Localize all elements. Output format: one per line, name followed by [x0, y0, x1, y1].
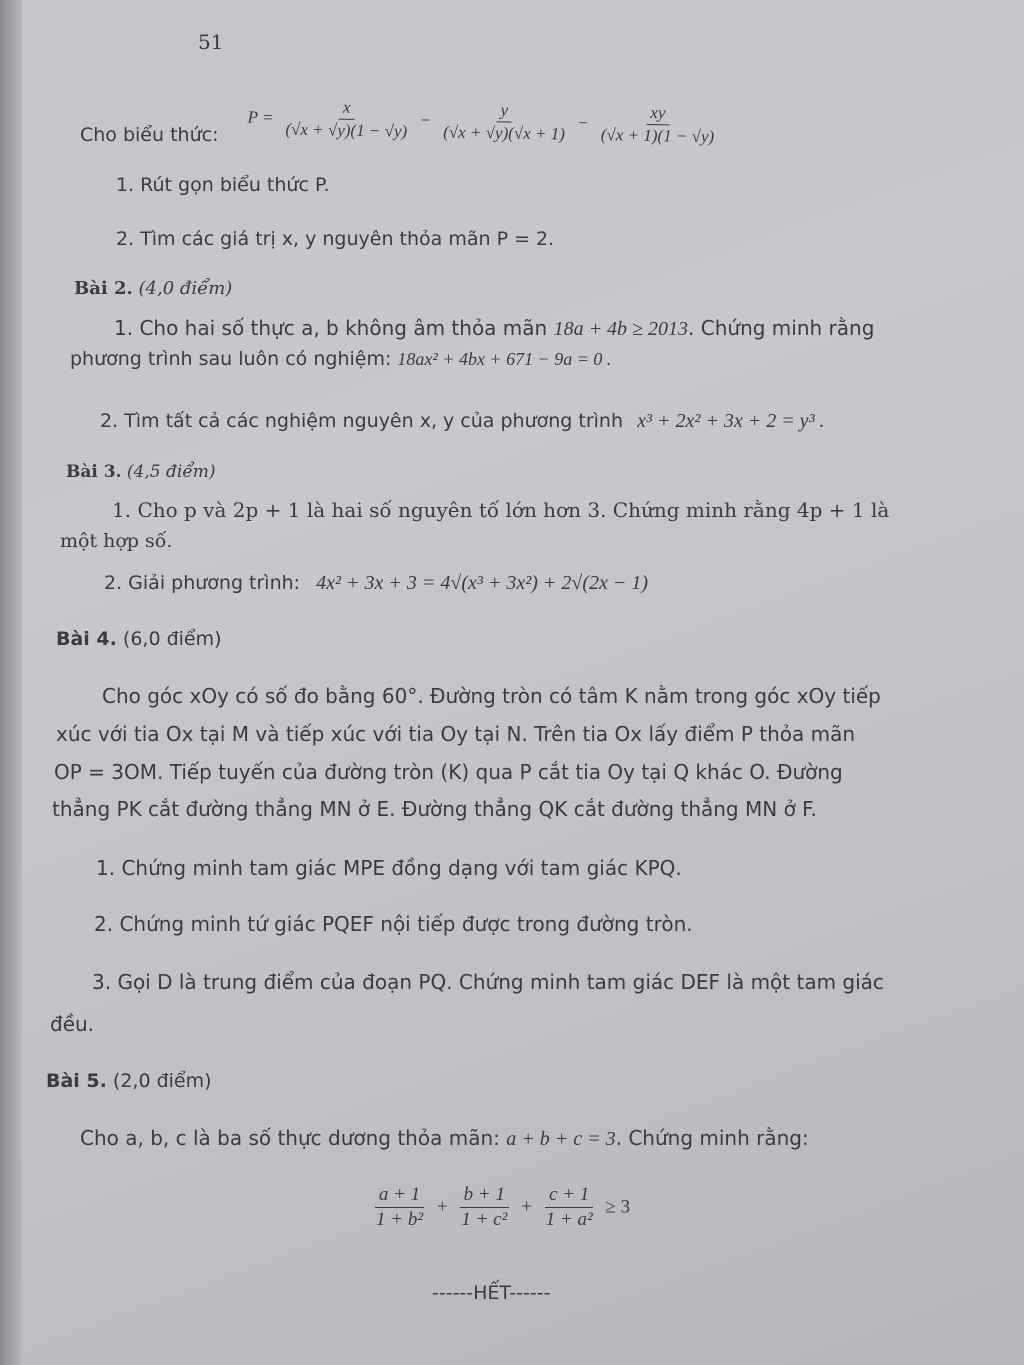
page-edge-shadow [0, 0, 22, 1365]
bai2-item1-equation: 18ax² + 4bx + 671 − 9a = 0 . [397, 349, 612, 369]
bai3-item1-line2: một hợp số. [60, 530, 173, 552]
bai2-item1-line2-text: phương trình sau luôn có nghiệm: [70, 348, 392, 370]
bai5-fraction-1: $\frac{a + 1}{\text{1 + b²}}$ [376, 1184, 424, 1230]
bai2-item1-tail: . Chứng minh rằng [688, 316, 875, 340]
bai2-item2-equation: x³ + 2x² + 3x + 2 = y³ . [637, 410, 825, 432]
bai3-item2 [104, 572, 648, 595]
bai5-header [46, 1070, 212, 1092]
bai4-para-line-1: Cho góc xOy có số đo bằng 60°. Đường tròn có tâm K nằm trong góc xOy tiếp [102, 684, 881, 708]
intro-item-2: 2. Tìm các giá trị x, y nguyên thỏa mãn P = 2. [116, 228, 555, 250]
bai4-para-line-3: OP = 3OM. Tiếp tuyến của đường tròn (K) qua P cắt tia Oy tại Q khác O. Đường [54, 760, 843, 784]
bai2-item1-line1 [114, 316, 874, 341]
bai2-item1-condition: 18a + 4b ≥ 2013 [553, 318, 689, 340]
bai4-header [56, 628, 222, 650]
bai3-item2-equation: 4x² + 3x + 3 = 4√(x³ + 3x²) + 2√(2x − 1) [316, 572, 649, 594]
bai5-inequality: $\frac{a + 1}{\text{1 + b²}}$ + $\frac{b + 1}{\text{1 + c²}}$ + $\frac{c + 1}{\text{1 + a²}}$ ≥ 3 [368, 1184, 630, 1231]
bai4-para-line-2: xúc với tia Ox tại M và tiếp xúc với tia Oy tại N. Trên tia Ox lấy điểm P thỏa mãn [56, 722, 856, 746]
bai2-heading: Bài 2. [74, 278, 133, 299]
bai4-heading: Bài 4. [56, 628, 117, 650]
bai4-item-1: 1. Chứng minh tam giác MPE đồng dạng với tam giác KPQ. [96, 856, 682, 880]
page-number: 51 [198, 30, 224, 54]
bai5-fraction-2: $\frac{b + 1}{\text{1 + c²}}$ [461, 1184, 508, 1230]
bai4-item-3-cont: đều. [50, 1012, 95, 1036]
bai2-item1-text: 1. Cho hai số thực a, b không âm thỏa mãn [114, 316, 548, 340]
bai5-condition: a + b + c = 3 [506, 1128, 616, 1150]
bai3-item2-text: 2. Giải phương trình: [104, 572, 301, 594]
bai5-fraction-3: $\frac{c + 1}{\text{1 + a²}}$ [545, 1184, 593, 1230]
bai5-points: (2,0 điểm) [112, 1070, 212, 1092]
bai3-heading: Bài 3. [66, 462, 122, 482]
intro-item-1: 1. Rút gọn biểu thức P. [116, 174, 330, 196]
bai2-points: (4,0 điểm) [138, 278, 233, 299]
bai3-header [66, 462, 216, 482]
bai5-tail: . Chứng minh rằng: [615, 1126, 809, 1150]
bai2-header [74, 278, 232, 299]
bai4-points: (6,0 điểm) [122, 628, 222, 650]
bai5-rhs: ≥ 3 [605, 1196, 631, 1218]
bai3-item1-line1: 1. Cho p và 2p + 1 là hai số nguyên tố lớn hơn 3. Chứng minh rằng 4p + 1 là [112, 498, 890, 522]
bai4-item-2: 2. Chứng minh tứ giác PQEF nội tiếp được trong đường tròn. [94, 912, 693, 936]
bai5-heading: Bài 5. [46, 1070, 107, 1092]
bai4-para-line-4: thẳng PK cắt đường thẳng MN ở E. Đường thẳng QK cắt đường thẳng MN ở F. [52, 797, 817, 821]
bai2-item2-text: 2. Tìm tất cả các nghiệm nguyên x, y của phương trình [100, 410, 624, 432]
end-marker: ------HẾT------ [432, 1282, 551, 1304]
bai5-text: Cho a, b, c là ba số thực dương thỏa mãn: [80, 1126, 500, 1150]
bai2-item2 [100, 410, 825, 433]
bai5-statement [80, 1126, 809, 1151]
intro-formula: P = $\frac{x}{(√x + √y)(1 - √y)}$ − $\frac{y}{(√x + √y)(√x + 1)}$ − $\frac{xy}{(√x + 1)(1 - √y)}$ [247, 97, 715, 147]
bai2-item1-line2 [70, 348, 611, 370]
bai4-item-3: 3. Gọi D là trung điểm của đoạn PQ. Chứng minh tam giác DEF là một tam giác [92, 970, 884, 994]
bai3-points: (4,5 điểm) [126, 462, 216, 482]
intro-label: Cho biểu thức: [80, 124, 219, 146]
